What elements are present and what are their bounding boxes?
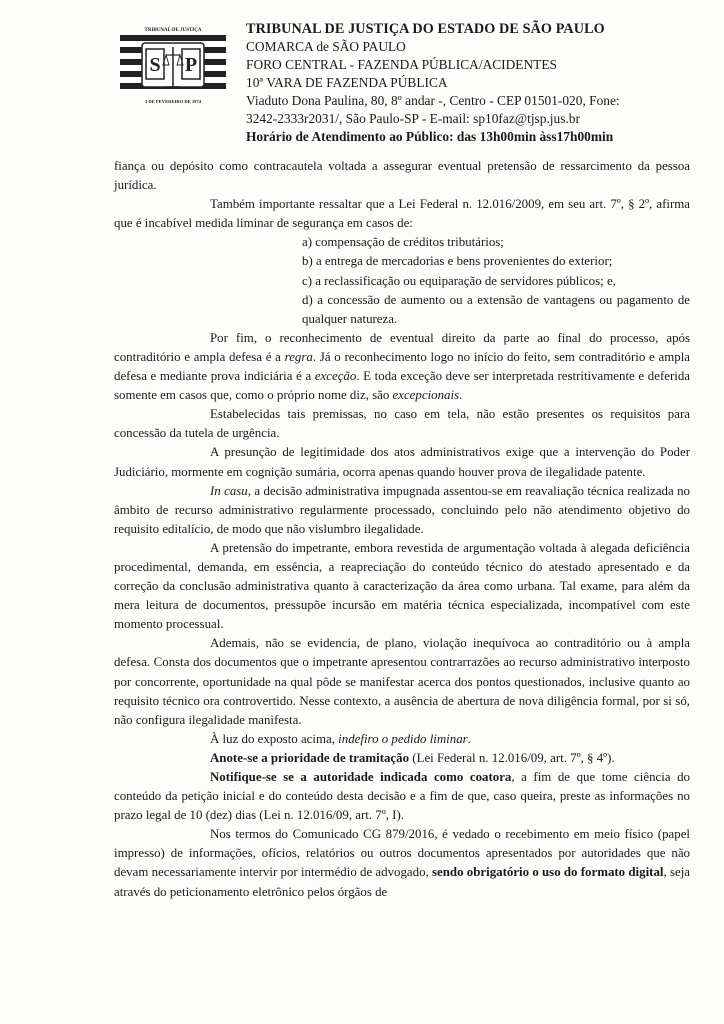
contact-line: 3242-2333r2031/, São Paulo-SP - E-mail: sp10faz@tjsp.jus.br — [246, 111, 580, 126]
paragraph: Notifique-se se a autoridade indicada como coatora, a fim de que tome ciência do conteúdo da petição inicial e do conteúdo desta decisão e a fim de que, caso queira, preste as informações no prazo legal de 10 (dez) dias (Lei n. 12.016/09, art. 7º, I). — [114, 770, 690, 823]
crest-letter-p: P — [184, 54, 198, 76]
forum-line: FORO CENTRAL - FAZENDA PÚBLICA/ACIDENTES — [246, 57, 557, 72]
paragraph: fiança ou depósito como contracautela voltada a assegurar eventual pretensão de ressarcimento da pessoa jurídica. — [114, 159, 690, 193]
list-item: a) compensação de créditos tributários; — [302, 235, 504, 250]
paragraph: Estabelecidas tais premissas, no caso em tela, não estão presentes os requisitos para concessão da tutela de urgência. — [114, 407, 690, 441]
paragraph: A pretensão do impetrante, embora revestida de argumentação voltada à alegada deficiência procedimental, demanda, em essência, a reapreciação do conteúdo técnico do atestado apresentado e da correção da conclusão administrativa quanto à caracterização da área como urbana. Tal exame, para além da mera leitura de documentos, pressupõe incursão em matéria técnica especializada, incompatível com este momento processual. — [114, 540, 690, 632]
list-item: c) a reclassificação ou equiparação de servidores públicos; e, — [302, 273, 616, 288]
document-header — [246, 20, 716, 146]
paragraph: In casu, a decisão administrativa impugnada assentou-se em reavaliação técnica realizada no âmbito de recurso administrativo regularmente processado, concluindo pelo não atendimento objetivo do requisito editalício, de modo que não vislumbro ilegalidade. — [114, 483, 690, 536]
crest-top-text: TRIBUNAL DE JUSTIÇA — [144, 28, 202, 33]
paragraph: Por fim, o reconhecimento de eventual direito da parte ao final do processo, após contraditório e ampla defesa é a regra. Já o reconhecimento logo no início do feito, sem contraditório e ampla defesa e mediante prova indiciária é a exceção. E toda exceção deve ser interpretada restritivamente e deferida somente em casos que, como o próprio nome diz, são excepcionais. — [114, 330, 690, 403]
list — [114, 233, 690, 328]
document-body — [114, 157, 690, 902]
list-item: d) a concessão de aumento ou a extensão de vantagens ou pagamento de qualquer natureza. — [302, 292, 690, 326]
paragraph: À luz do exposto acima, indefiro o pedido liminar. — [210, 731, 471, 746]
hours-line: Horário de Atendimento ao Público: das 13h00min àss17h00min — [246, 129, 614, 144]
crest-bottom-text: 3 DE FEVEREIRO DE 1874 — [144, 99, 202, 104]
list-item: b) a entrega de mercadorias e bens provenientes do exterior; — [302, 254, 613, 269]
address-line: Viaduto Dona Paulina, 80, 8º andar -, Centro - CEP 01501-020, Fone: — [246, 93, 620, 108]
paragraph: Também importante ressaltar que a Lei Federal n. 12.016/2009, em seu art. 7º, § 2º, afirma que é incabível medida liminar de segurança em casos de: — [114, 197, 690, 231]
paragraph: Ademais, não se evidencia, de plano, violação inequívoca ao contraditório ou à ampla defesa. Consta dos documentos que o impetrante apresentou contrarrazões ao recurso administrativo interposto por concorrente, oportunidade na qual pôde se manifestar acerca dos pontos questionados, inclusive quanto ao requisito técnico ora controvertido. Nesse contexto, a ausência de abertura de nova diligência formal, por si só, não configura ilegalidade manifesta. — [114, 636, 690, 727]
comarca-line: COMARCA de SÃO PAULO — [246, 39, 406, 54]
paragraph: A presunção de legitimidade dos atos administrativos exige que a intervenção do Poder Judiciário, mormente em cognição sumária, ocorra apenas quando houver prova de ilegalidade patente. — [114, 445, 690, 479]
court-name: TRIBUNAL DE JUSTIÇA DO ESTADO DE SÃO PAULO — [246, 21, 605, 37]
court-crest-logo — [120, 25, 226, 107]
vara-line: 10ª VARA DE FAZENDA PÚBLICA — [246, 75, 448, 90]
paragraph: Anote-se a prioridade de tramitação (Lei Federal n. 12.016/09, art. 7º, § 4º). — [210, 750, 615, 765]
crest-letter-s: S — [149, 54, 161, 76]
paragraph: Nos termos do Comunicado CG 879/2016, é vedado o recebimento em meio físico (papel impresso) de informações, ofícios, relatórios ou outros documentos apresentados por autoridades que não devam necessariamente intervir por intermédio de advogado, sendo obrigatório o uso do formato digital, seja através do peticionamento eletrônico pelos órgãos de — [114, 827, 690, 899]
